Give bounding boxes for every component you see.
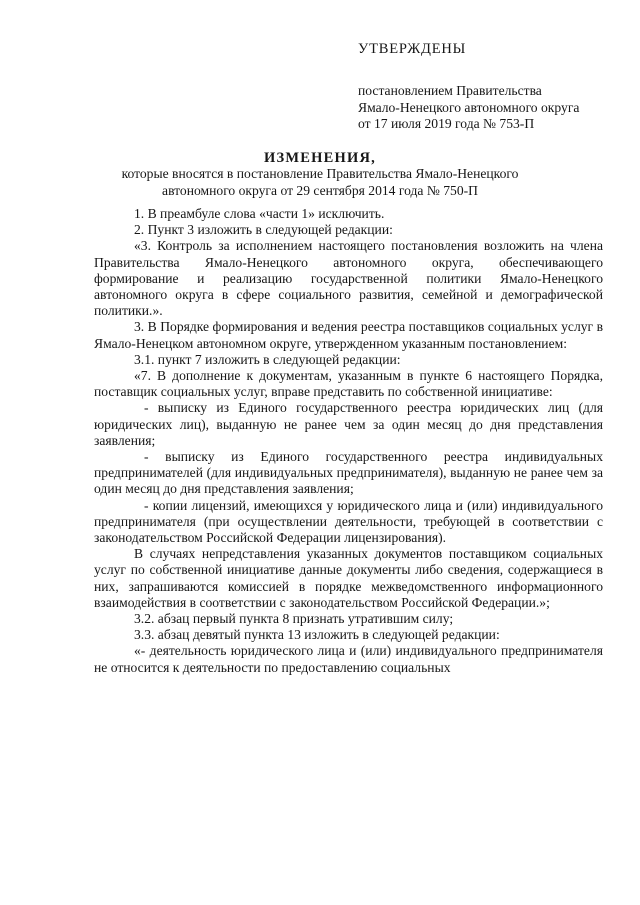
- body-paragraph: - выписку из Единого государственного реестра юридических лиц (для юридических лиц), выданную не ранее чем за один месяц до дня представления заявления;: [94, 400, 603, 448]
- body-paragraph: 3. В Порядке формирования и ведения реестра поставщиков социальных услуг в Ямало-Ненецком автономном округе, утвержденном указанным постановлением:: [94, 319, 603, 351]
- approval-line-3: от 17 июля 2019 года № 753-П: [358, 116, 535, 131]
- body-paragraph: 1. В преамбуле слова «части 1» исключить.: [134, 206, 385, 221]
- document-body: [94, 206, 603, 676]
- body-paragraph: «3. Контроль за исполнением настоящего постановления возложить на члена Правительства Ямало-Ненецкого автономного округа, обеспечивающего формирование и реализацию государственной политики Ямало-Ненецкого автономного округа в сфере социального развития, семейной и демографической политики.».: [94, 238, 603, 319]
- subtitle-line-2: автономного округа от 29 сентября 2014 года № 750-П: [162, 183, 478, 198]
- document-subtitle: [95, 165, 545, 199]
- approval-title: УТВЕРЖДЕНЫ: [358, 41, 467, 57]
- body-paragraph: В случаях непредставления указанных документов поставщиком социальных услуг по собственной инициативе данные документы либо сведения, содержащиеся в них, запрашиваются комиссией в порядке межведомственного информационного взаимодействия в соответствии с законодательством Российской Федерации.»;: [94, 546, 603, 610]
- body-paragraph: «- деятельность юридического лица и (или) индивидуального предпринимателя не относится к деятельности по предоставлению социальных: [94, 643, 603, 675]
- body-paragraph: - копии лицензий, имеющихся у юридического лица и (или) индивидуального предпринимателя (при осуществлении деятельности, требующей в соответствии с законодательством Российской Федерации лицензирования).: [94, 497, 603, 546]
- approval-line-2: Ямало-Ненецкого автономного округа: [358, 99, 580, 115]
- approval-block: [358, 40, 628, 133]
- document-title: ИЗМЕНЕНИЯ,: [264, 150, 376, 166]
- body-paragraph: 3.1. пункт 7 изложить в следующей редакции:: [134, 351, 401, 367]
- subtitle-line-1: которые вносятся в постановление Правительства Ямало-Ненецкого: [121, 166, 519, 181]
- body-paragraph: 2. Пункт 3 изложить в следующей редакции:: [134, 222, 393, 238]
- body-paragraph: 3.2. абзац первый пункта 8 признать утратившим силу;: [134, 611, 454, 627]
- approval-line-1: постановлением Правительства: [358, 83, 542, 98]
- spacer: [358, 58, 628, 83]
- body-paragraph: «7. В дополнение к документам, указанным в пункте 6 настоящего Порядка, поставщик социальных услуг, вправе представить по собственной инициативе:: [94, 368, 603, 400]
- body-paragraph: 3.3. абзац девятый пункта 13 изложить в следующей редакции:: [134, 627, 500, 643]
- body-paragraph: - выписку из Единого государственного реестра индивидуальных предпринимателей (для индивидуальных предпринимателя), выданную не ранее чем за один месяц до дня представления заявления;: [94, 449, 603, 497]
